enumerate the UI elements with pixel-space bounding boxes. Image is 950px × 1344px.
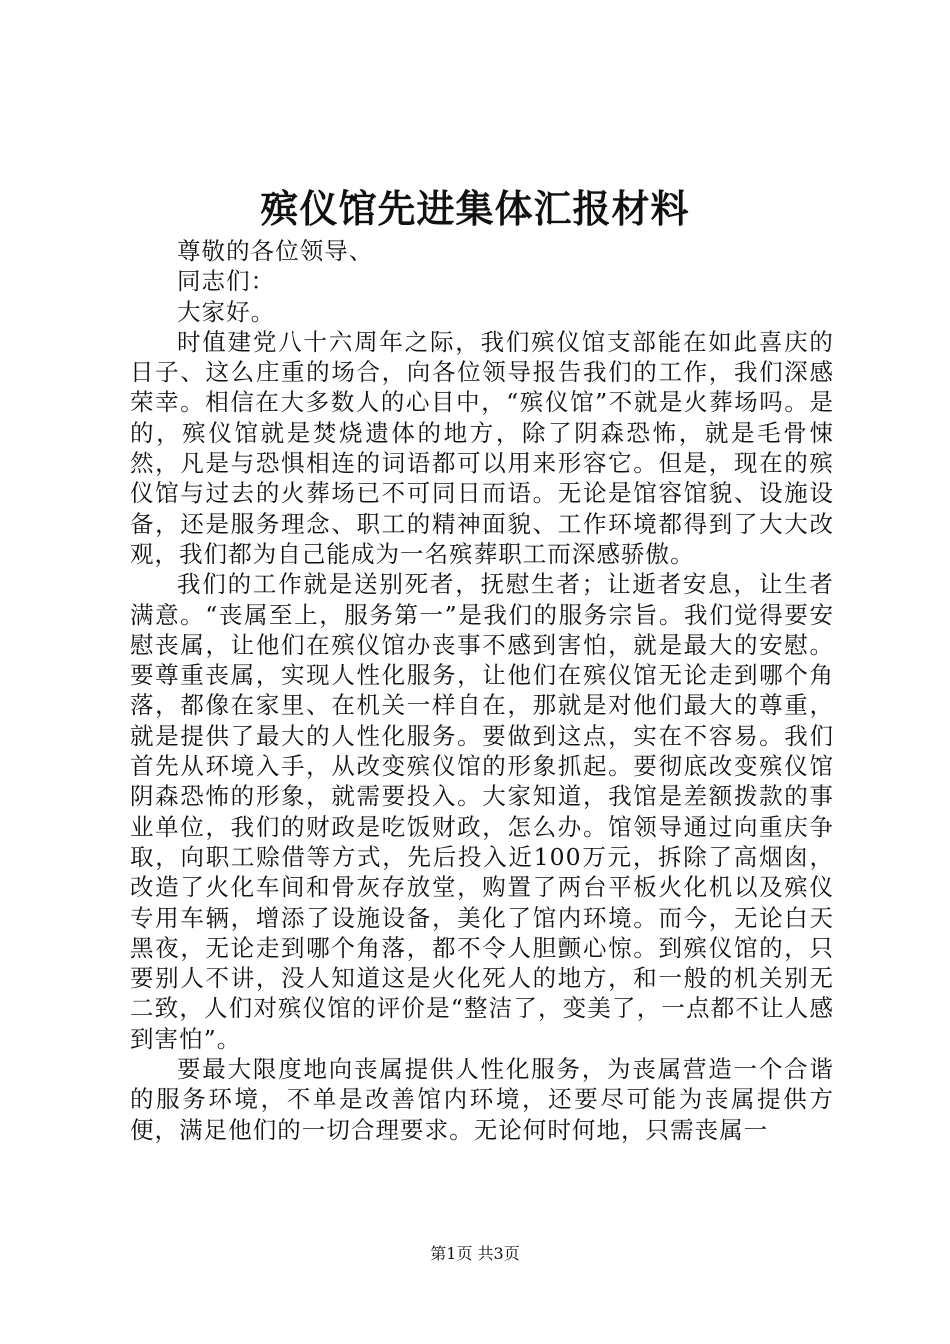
greeting-line: 大家好。 — [177, 297, 276, 326]
body-paragraph: 我们的工作就是送别死者，抚慰生者；让逝者安息，让生者满意。“丧属至上，服务第一”是我们的服务宗旨。我们觉得要安慰丧属，让他们在殡仪馆办丧事不感到害怕，就是最大的安慰。要尊重丧属，实现人性化服务，让他们在殡仪馆无论走到哪个角落，都像在家里、在机关一样自在，那就是对他们最大的尊重，就是提供了最大的人性化服务。要做到这点，实在不容易。我们首先从环境入手，从改变殡仪馆的形象抓起。要彻底改变殡仪馆阴森恐怖的形象，就需要投入。大家知道，我馆是差额拨款的事业单位，我们的财政是吃饭财政，怎么办。馆领导通过向重庆争取，向职工赊借等方式，先后投入近100万元，拆除了高烟囱，改造了火化车间和骨灰存放堂，购置了两台平板火化机以及殡仪专用车辆，增添了设施设备，美化了馆内环境。而今，无论白天黑夜，无论走到哪个角落，都不令人胆颤心惊。到殡仪馆的，只要别人不讲，没人知道这是火化死人的地方，和一般的机关别无二致，人们对殡仪馆的评价是“整洁了，变美了，一点都不让人感到害怕”。 — [130, 570, 834, 1053]
page-footer: 第1页 共3页 — [430, 1244, 520, 1263]
body-paragraph: 要最大限度地向丧属提供人性化服务，为丧属营造一个合谐的服务环境，不单是改善馆内环境，还要尽可能为丧属提供方便，满足他们的一切合理要求。无论何时何地，只需丧属一 — [130, 1055, 834, 1144]
document-body — [130, 236, 834, 1145]
salutation-line-1: 尊敬的各位领导、 — [177, 237, 374, 265]
salutation-line-2: 同志们： — [177, 267, 276, 296]
body-paragraph: 时值建党八十六周年之际，我们殡仪馆支部能在如此喜庆的日子、这么庄重的场合，向各位领导报告我们的工作，我们深感荣幸。相信在大多数人的心目中，“殡仪馆”不就是火葬场吗。是的，殡仪馆就是焚烧遗体的地方，除了阴森恐怖，就是毛骨悚然，凡是与恐惧相连的词语都可以用来形容它。但是，现在的殡仪馆与过去的火葬场已不可同日而语。无论是馆容馆貌、设施设备，还是服务理念、职工的精神面貌、工作环境都得到了大大改观，我们都为自己能成为一名殡葬职工而深感骄傲。 — [130, 327, 834, 568]
document-title: 殡仪馆先进集体汇报材料 — [260, 186, 690, 231]
